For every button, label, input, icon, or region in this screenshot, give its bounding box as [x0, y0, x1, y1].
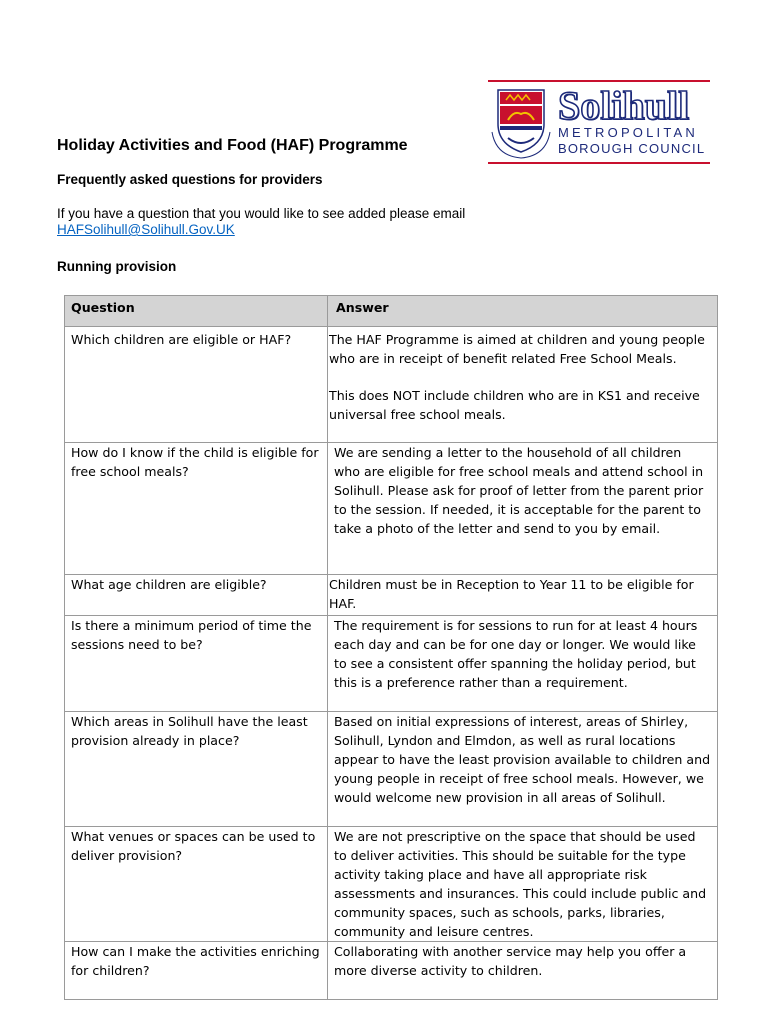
question-cell: How do I know if the child is eligible for free school meals? — [65, 443, 328, 575]
table-header-row — [65, 296, 718, 327]
answer-cell — [328, 942, 718, 1000]
answer-paragraph: Children must be in Reception to Year 11 to be eligible for HAF. — [329, 577, 694, 611]
question-cell: What venues or spaces can be used to deliver provision? — [65, 827, 328, 942]
logo-line-metropolitan: METROPOLITAN — [558, 125, 699, 140]
document-title: Holiday Activities and Food (HAF) Programme — [57, 137, 408, 154]
table-row — [65, 712, 718, 827]
answer-cell — [328, 443, 718, 575]
table-row — [65, 827, 718, 942]
email-link[interactable]: HAFSolihull@Solihull.Gov.UK — [57, 222, 235, 237]
question-cell: What age children are eligible? — [65, 575, 328, 616]
logo-brand: Solihull — [558, 83, 690, 128]
question-cell: How can I make the activities enriching for children? — [65, 942, 328, 1000]
answer-paragraph: The requirement is for sessions to run for at least 4 hours each day and can be for one day or longer. We would like to see a consistent offer spanning the holiday period, but this is a preference rather than a requirement. — [334, 618, 698, 690]
question-cell: Which areas in Solihull have the least provision already in place? — [65, 712, 328, 827]
section-heading: Running provision — [57, 259, 177, 274]
answer-cell — [328, 712, 718, 827]
question-cell: Is there a minimum period of time the sessions need to be? — [65, 616, 328, 712]
table-row — [65, 616, 718, 712]
header-question: Question — [65, 296, 328, 327]
table-row — [65, 575, 718, 616]
logo-line-borough-council: BOROUGH COUNCIL — [558, 141, 706, 156]
question-cell: Which children are eligible or HAF? — [65, 327, 328, 443]
answer-cell — [328, 327, 718, 443]
table-row — [65, 327, 718, 443]
answer-paragraph: We are sending a letter to the household of all children who are eligible for free school meals and attend school in Solihull. Please ask for proof of letter from the parent prior to the session. If needed, it is acceptable for the parent to take a photo of the letter and send to you by email. — [334, 445, 704, 536]
answer-paragraph: This does NOT include children who are in KS1 and receive universal free school meals. — [329, 388, 700, 422]
coat-of-arms-icon — [488, 86, 554, 160]
intro-paragraph — [57, 206, 465, 238]
table-row — [65, 443, 718, 575]
document-subtitle: Frequently asked questions for providers — [57, 172, 323, 187]
logo-top-rule — [488, 80, 710, 82]
table-row — [65, 942, 718, 1000]
answer-paragraph: The HAF Programme is aimed at children and young people who are in receipt of benefit related Free School Meals. — [329, 332, 705, 366]
answer-cell — [328, 616, 718, 712]
faq-table — [64, 295, 718, 1000]
answer-paragraph: We are not prescriptive on the space that should be used to deliver activities. This should be suitable for the type activity taking place and have all appropriate risk assessments and insurances. This could include public and community spaces, such as schools, parks, libraries, community and leisure centres. — [334, 829, 707, 939]
council-logo — [488, 80, 710, 164]
answer-cell — [328, 827, 718, 942]
header-answer: Answer — [328, 296, 718, 327]
intro-text: If you have a question that you would like to see added please email — [57, 206, 466, 221]
answer-paragraph: Based on initial expressions of interest, areas of Shirley, Solihull, Lyndon and Elmdon, as well as rural locations appear to have the least provision available to children and young people in receipt of free school meals. However, we would welcome new provision in all areas of Solihull. — [334, 714, 711, 805]
logo-bottom-rule — [488, 162, 710, 164]
answer-cell — [328, 575, 718, 616]
answer-paragraph: Collaborating with another service may help you offer a more diverse activity to children. — [334, 944, 687, 978]
